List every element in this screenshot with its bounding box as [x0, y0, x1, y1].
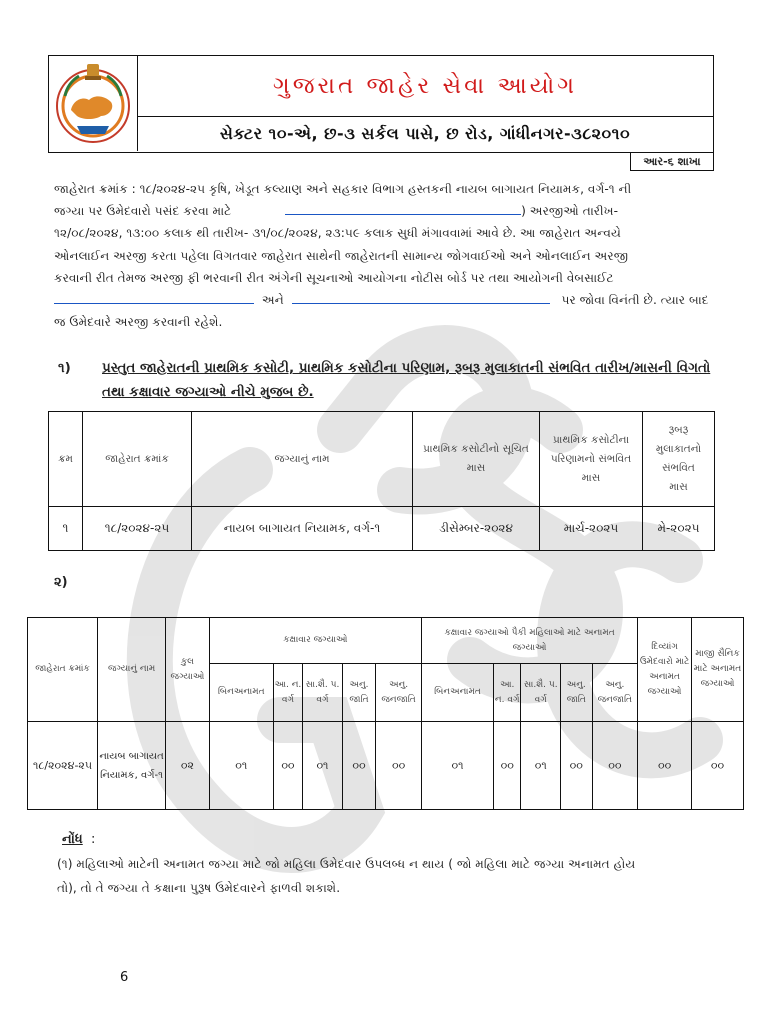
intro-line: ઓનલાઈન અરજી કરતા પહેલા વિગતવાર જાહેરાત સાથેની જાહેરાતની સામાન્ય જોગવાઈઓ અને ઓનલાઈન અરજી	[54, 248, 629, 263]
intro-text: ) અરજીઓ તારીખ-	[521, 204, 619, 219]
section-2-number: ૨)	[54, 575, 68, 590]
table-cell: ૧૮/૨૦૨૪-૨૫	[28, 722, 98, 810]
subheader-cell: બિનઅનામત	[209, 664, 273, 722]
intro-line	[54, 200, 716, 222]
table-row	[49, 507, 715, 551]
table-cell: ૦૨	[166, 722, 210, 810]
page-number: 6	[120, 970, 129, 985]
table-header-row	[28, 618, 744, 664]
title-row	[137, 56, 713, 117]
section-heading: પ્રસ્તુત જાહેરાતની પ્રાથમિક કસોટી, પ્રાથમિક કસોટીના પરિણામ, રૂબરૂ મુલાકાતની સંભવિત તારીખ/માસની વિગતો તથા કક્ષાવાર જગ્યાઓ નીચે મુજબ છે.	[102, 360, 711, 400]
intro-line	[54, 289, 716, 311]
table-cell: ૧૮/૨૦૨૪-૨૫	[83, 507, 192, 551]
table-cell: ૦૦	[376, 722, 422, 810]
table-cell: ૦૦	[692, 722, 744, 810]
subheader-cell: અનુ. જાતિ	[561, 664, 592, 722]
header-cell: પ્રાથમિક કસોટીના પરિણામનો સંભવિત માસ	[540, 412, 643, 507]
table-row	[28, 722, 744, 810]
table-cell: ૦૧	[421, 722, 493, 810]
org-address: સેક્ટર ૧૦-એ, છ-૩ સર્કલ પાસે, છ રોડ, ગાંધીનગર-૩૮૨૦૧૦	[219, 124, 631, 143]
header-cell: પ્રાથમિક કસોટીનો સૂચિત માસ	[413, 412, 540, 507]
header-box	[48, 55, 714, 153]
header-cell: કક્ષાવાર જગ્યાઓ	[209, 618, 421, 664]
note-line: (૧) મહિલાઓ માટેની અનામત જગ્યા માટે જો મહિલા ઉમેદવાર ઉપલબ્ધ ન થાય ( જો મહિલા માટે જગ્યા અનામત હોય	[57, 857, 636, 871]
section-1	[58, 356, 718, 404]
subheader-cell: આ. ન. વર્ગ	[273, 664, 302, 722]
subheader-cell: બિનઅનામત	[421, 664, 493, 722]
intro-text: અને	[261, 293, 284, 308]
table-cell: માર્ચ-૨૦૨૫	[540, 507, 643, 551]
header-cell: કુલ જગ્યાઓ	[166, 618, 210, 722]
table-cell: ૦૧	[521, 722, 561, 810]
header-cell: ક્રમ	[49, 412, 83, 507]
note-heading: નોંધ	[62, 832, 83, 847]
table-cell: ૦૦	[561, 722, 592, 810]
intro-text: જગ્યા પર ઉમેદવારો પસંદ કરવા માટે	[54, 204, 232, 219]
table-cell: ૦૧	[303, 722, 343, 810]
intro-line: જ ઉમેદવારે અરજી કરવાની રહેશે.	[54, 315, 223, 330]
header-cell: દિવ્યાંગ ઉમેદવારો માટે અનામત જગ્યાઓ	[638, 618, 692, 722]
table-cell: ૦૦	[592, 722, 638, 810]
table-cell: ૦૧	[209, 722, 273, 810]
intro-line: ૧૨/૦૮/૨૦૨૪, ૧૩:૦૦ કલાક થી તારીખ- ૩૧/૦૮/૨૦૨૪, ૨૩:૫૯ કલાક સુધી મંગાવવામાં આવે છે. આ જાહેરાત અન્વયે	[54, 226, 621, 241]
table-cell: નાયબ બાગાયત નિયામક, વર્ગ-૧	[98, 722, 166, 810]
table-cell: ૦૦	[273, 722, 302, 810]
intro-line: જાહેરાત ક્રમાંક : ૧૮/૨૦૨૪-૨૫ કૃષિ, ખેડૂત કલ્યાણ અને સહકાર વિભાગ હસ્તકની નાયબ બાગાયત નિયામક, વર્ગ-૧ ની	[54, 182, 632, 196]
subheader-cell: અનુ. જાતિ	[342, 664, 376, 722]
table-cell: ૧	[49, 507, 83, 551]
link-placeholder[interactable]	[285, 202, 521, 215]
table-cell: ડીસેમ્બર-૨૦૨૪	[413, 507, 540, 551]
header-cell: જાહેરાત ક્રમાંક	[83, 412, 192, 507]
address-row	[137, 116, 713, 152]
category-table	[27, 617, 744, 810]
table-cell: ૦૦	[342, 722, 376, 810]
subheader-cell: અનુ. જનજાતિ	[376, 664, 422, 722]
table-header-row	[49, 412, 715, 507]
website-link-1[interactable]	[54, 291, 254, 304]
logo-cell	[49, 56, 138, 151]
table-cell: મે-૨૦૨૫	[643, 507, 715, 551]
schedule-table	[48, 411, 715, 551]
subheader-cell: અનુ. જનજાતિ	[592, 664, 638, 722]
intro-text: પર જોવા વિનંતી છે. ત્યાર બાદ	[561, 293, 709, 308]
branch-label: આર-૬ શાખા	[630, 153, 714, 171]
subheader-cell: સા.શૈ. પ. વર્ગ	[303, 664, 343, 722]
intro-paragraph	[54, 178, 716, 333]
note-body	[57, 852, 717, 900]
header-cell: માજી સૈનિક માટે અનામત જગ્યાઓ	[692, 618, 744, 722]
table-cell: ૦૦	[638, 722, 692, 810]
website-link-2[interactable]	[292, 291, 550, 304]
section-number: ૧)	[58, 360, 71, 376]
note-colon: :	[91, 832, 96, 847]
org-title: ગુજરાત જાહેર સેવા આયોગ	[272, 73, 578, 99]
header-cell: કક્ષાવાર જગ્યાઓ પૈકી મહિલાઓ માટે અનામત જગ્યાઓ	[421, 618, 637, 664]
header-cell: જગ્યાનું નામ	[98, 618, 166, 722]
header-cell: જગ્યાનું નામ	[192, 412, 413, 507]
subheader-cell: આ. ન. વર્ગ	[494, 664, 521, 722]
table-cell: ૦૦	[494, 722, 521, 810]
header-cell: રૂબરૂ મુલાકાતનો સંભવિત માસ	[643, 412, 715, 507]
gpsc-logo-icon	[49, 56, 137, 151]
table-cell: નાયબ બાગાયત નિયામક, વર્ગ-૧	[192, 507, 413, 551]
subheader-cell: સા.શૈ. પ. વર્ગ	[521, 664, 561, 722]
header-cell: જાહેરાત ક્રમાંક	[28, 618, 98, 722]
note-line: તો), તો તે જગ્યા તે કક્ષાના પુરૂષ ઉમેદવારને ફાળવી શકાશે.	[57, 881, 341, 895]
intro-line: કરવાની રીત તેમજ અરજી ફી ભરવાની રીત અંગેની સૂચનાઓ આયોગના નોટીસ બોર્ડ પર તથા આયોગની વેબસાઈટ	[54, 270, 614, 285]
